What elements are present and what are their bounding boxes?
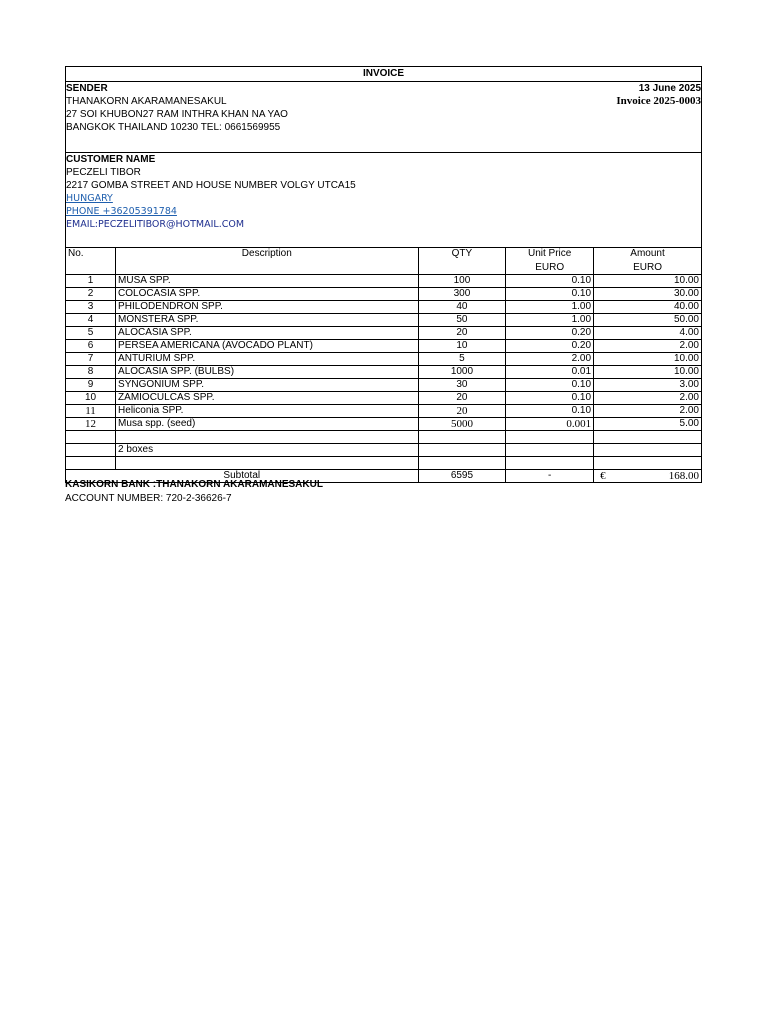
table-row: [66, 275, 701, 288]
item-amount: 40.00: [594, 301, 701, 314]
item-description: PHILODENDRON SPP.: [116, 301, 419, 314]
invoice-sheet: [65, 66, 702, 483]
item-unit-price: 1.00: [506, 314, 594, 327]
item-no: 3: [66, 301, 116, 314]
header-qty: QTY: [418, 248, 506, 275]
item-qty: 10: [418, 340, 506, 353]
header-description: Description: [116, 248, 419, 275]
subtotal-label: Subtotal: [66, 470, 418, 483]
subtotal-qty: 6595: [418, 470, 506, 483]
table-row: [66, 379, 701, 392]
subtotal-unit: -: [506, 470, 594, 483]
blank-row-2: [66, 457, 701, 470]
item-no: 10: [66, 392, 116, 405]
item-amount: 30.00: [594, 288, 701, 301]
items-table: [66, 248, 701, 482]
item-unit-price: 0.10: [506, 379, 594, 392]
item-description: COLOCASIA SPP.: [116, 288, 419, 301]
table-row: [66, 405, 701, 418]
item-no: 1: [66, 275, 116, 288]
item-no: 12: [66, 418, 116, 431]
item-no: 7: [66, 353, 116, 366]
table-row: [66, 327, 701, 340]
bank-account: ACCOUNT NUMBER: 720-2-36626-7: [65, 493, 232, 504]
item-description: ALOCASIA SPP. (BULBS): [116, 366, 419, 379]
item-qty: 20: [418, 392, 506, 405]
sender-block: [66, 82, 288, 134]
note-text: 2 boxes: [116, 444, 419, 457]
item-unit-price: 1.00: [506, 301, 594, 314]
item-no: 4: [66, 314, 116, 327]
table-row: [66, 314, 701, 327]
item-unit-price: 0.20: [506, 327, 594, 340]
item-unit-price: 0.20: [506, 340, 594, 353]
table-row: [66, 366, 701, 379]
item-rows: [66, 275, 701, 431]
item-qty: 20: [418, 327, 506, 340]
item-description: ANTURIUM SPP.: [116, 353, 419, 366]
sender-address-2: BANGKOK THAILAND 10230 TEL: 0661569955: [66, 122, 281, 133]
item-amount: 10.00: [594, 275, 701, 288]
item-amount: 3.00: [594, 379, 701, 392]
item-unit-price: 0.10: [506, 288, 594, 301]
table-row: [66, 418, 701, 431]
customer-label: CUSTOMER NAME: [66, 154, 156, 165]
subtotal-amount-cell: [594, 470, 701, 483]
item-qty: 300: [418, 288, 506, 301]
blank-row: [66, 431, 701, 444]
item-amount: 4.00: [594, 327, 701, 340]
item-no: 11: [66, 405, 116, 418]
table-header-row: [66, 248, 701, 275]
customer-address: 2217 GOMBA STREET AND HOUSE NUMBER VOLGY UTCA15: [66, 180, 356, 191]
item-unit-price: 0.10: [506, 405, 594, 418]
item-qty: 100: [418, 275, 506, 288]
sender-address-1: 27 SOI KHUBON27 RAM INTHRA KHAN NA YAO: [66, 109, 288, 120]
item-unit-price: 0.001: [506, 418, 594, 431]
customer-email: EMAIL:PECZELITIBOR@HOTMAIL.COM: [66, 219, 245, 230]
item-unit-price: 0.10: [506, 392, 594, 405]
item-unit-price: 0.10: [506, 275, 594, 288]
item-qty: 1000: [418, 366, 506, 379]
note-row: [66, 444, 701, 457]
item-no: 5: [66, 327, 116, 340]
item-description: MUSA SPP.: [116, 275, 419, 288]
item-description: PERSEA AMERICANA (AVOCADO PLANT): [116, 340, 419, 353]
header-no: No.: [68, 248, 84, 259]
header-unit-price-label: Unit Price: [528, 248, 572, 259]
header-amount-label: Amount: [630, 248, 665, 259]
item-qty: 40: [418, 301, 506, 314]
customer-name: PECZELI TIBOR: [66, 167, 141, 178]
invoice-number: Invoice 2025-0003: [616, 95, 701, 107]
item-description: SYNGONIUM SPP.: [116, 379, 419, 392]
item-unit-price: 0.01: [506, 366, 594, 379]
header-amount-currency: EURO: [633, 262, 662, 273]
item-amount: 2.00: [594, 405, 701, 418]
invoice-date: 13 June 2025: [638, 83, 701, 94]
currency-symbol: €: [600, 470, 606, 482]
sender-label: SENDER: [66, 83, 108, 94]
item-no: 8: [66, 366, 116, 379]
item-description: MONSTERA SPP.: [116, 314, 419, 327]
table-row: [66, 340, 701, 353]
customer-country-link[interactable]: HUNGARY: [66, 193, 113, 204]
item-amount: 10.00: [594, 366, 701, 379]
header-unit-price: [506, 248, 594, 275]
item-qty: 5000: [418, 418, 506, 431]
table-row: [66, 392, 701, 405]
item-description: Musa spp. (seed): [116, 418, 419, 431]
item-qty: 5: [418, 353, 506, 366]
bank-details: [65, 478, 323, 505]
table-row: [66, 301, 701, 314]
item-no: 9: [66, 379, 116, 392]
invoice-meta: [616, 82, 701, 108]
header-unit-currency: EURO: [535, 262, 565, 273]
item-qty: 20: [418, 405, 506, 418]
item-unit-price: 2.00: [506, 353, 594, 366]
table-row: [66, 353, 701, 366]
customer-phone-link[interactable]: PHONE +36205391784: [66, 206, 177, 217]
item-no: 2: [66, 288, 116, 301]
sender-section: [66, 82, 701, 153]
customer-section: [66, 153, 701, 248]
item-qty: 50: [418, 314, 506, 327]
item-amount: 10.00: [594, 353, 701, 366]
item-qty: 30: [418, 379, 506, 392]
item-amount: 50.00: [594, 314, 701, 327]
item-description: ZAMIOCULCAS SPP.: [116, 392, 419, 405]
subtotal-amount: 168.00: [668, 470, 699, 482]
item-no: 6: [66, 340, 116, 353]
table-row: [66, 288, 701, 301]
item-amount: 2.00: [594, 340, 701, 353]
header-amount: [594, 248, 701, 275]
item-amount: 2.00: [594, 392, 701, 405]
item-description: ALOCASIA SPP.: [116, 327, 419, 340]
invoice-title: INVOICE: [66, 67, 701, 82]
bank-name: KASIKORN BANK :THANAKORN AKARAMANESAKUL: [65, 479, 323, 490]
item-amount: 5.00: [594, 418, 701, 431]
item-description: Heliconia SPP.: [116, 405, 419, 418]
sender-name: THANAKORN AKARAMANESAKUL: [66, 96, 227, 107]
